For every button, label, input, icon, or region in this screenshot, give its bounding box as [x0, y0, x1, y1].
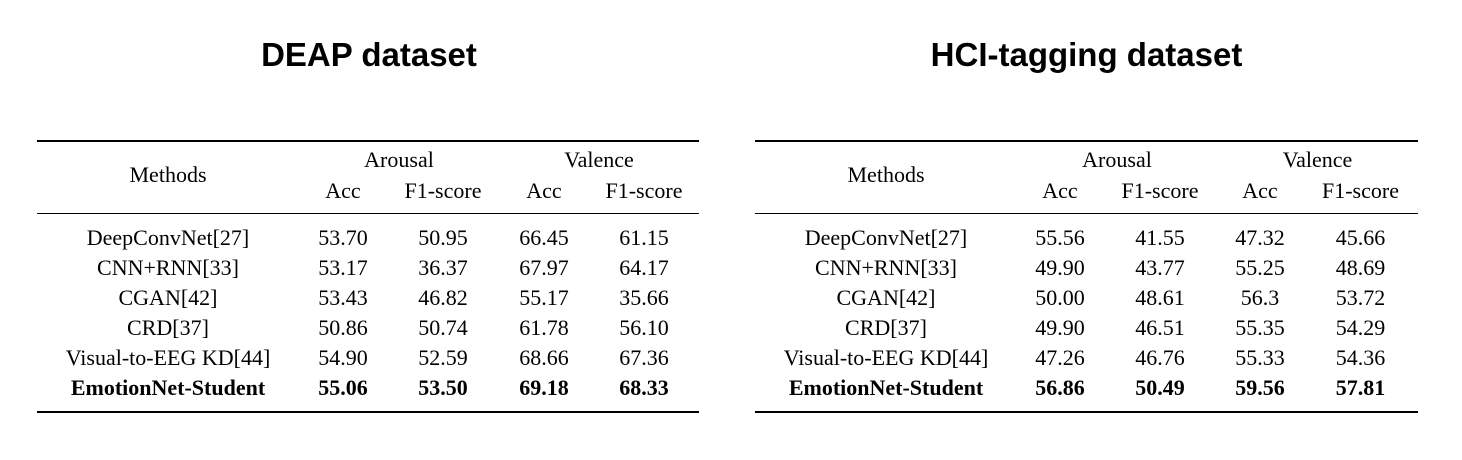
method-name: CRD[37] — [127, 315, 209, 340]
valence-acc: 55.17 — [519, 285, 569, 310]
valence-f1: 35.66 — [619, 285, 669, 310]
arousal-f1: 43.77 — [1135, 255, 1185, 280]
method-name: CRD[37] — [845, 315, 927, 340]
table-row — [37, 225, 699, 255]
valence-f1: 48.69 — [1335, 255, 1386, 280]
valence-f1: 45.66 — [1335, 225, 1386, 250]
methods-header: Methods — [129, 162, 207, 187]
arousal-f1-header: F1-score — [1121, 178, 1199, 203]
arousal-header: Arousal — [364, 147, 434, 172]
deap-table-title: DEAP dataset — [261, 36, 477, 73]
method-name: EmotionNet-Student — [788, 375, 984, 400]
method-name: EmotionNet-Student — [70, 375, 266, 400]
table-row — [755, 315, 1418, 345]
arousal-header: Arousal — [1082, 147, 1152, 172]
arousal-f1-header: F1-score — [404, 178, 482, 203]
valence-acc-header: Acc — [1242, 178, 1278, 203]
arousal-f1: 41.55 — [1135, 225, 1185, 250]
arousal-acc: 54.90 — [318, 345, 368, 370]
valence-acc: 55.33 — [1235, 345, 1285, 370]
arousal-acc: 47.26 — [1035, 345, 1085, 370]
header-rule — [37, 213, 699, 214]
valence-f1: 54.36 — [1335, 345, 1386, 370]
arousal-f1: 46.82 — [418, 285, 468, 310]
valence-f1: 64.17 — [619, 255, 669, 280]
bottom-rule — [37, 411, 699, 413]
valence-acc: 55.35 — [1235, 315, 1285, 340]
valence-f1: 68.33 — [619, 375, 669, 400]
arousal-f1: 46.76 — [1135, 345, 1185, 370]
table-row — [37, 315, 699, 345]
arousal-f1: 50.95 — [418, 225, 468, 250]
arousal-acc-header: Acc — [325, 178, 361, 203]
table-row — [755, 345, 1418, 375]
valence-acc: 69.18 — [519, 375, 569, 400]
arousal-acc: 53.43 — [318, 285, 368, 310]
method-name: CNN+RNN[33] — [97, 255, 239, 280]
arousal-acc: 49.90 — [1035, 255, 1085, 280]
table-row — [755, 255, 1418, 285]
valence-acc-header: Acc — [526, 178, 562, 203]
arousal-acc: 56.86 — [1035, 375, 1085, 400]
arousal-acc: 50.86 — [318, 315, 368, 340]
valence-acc: 55.25 — [1235, 255, 1285, 280]
arousal-f1: 50.74 — [418, 315, 468, 340]
table-row-highlight — [37, 375, 699, 405]
valence-acc: 68.66 — [519, 345, 569, 370]
valence-f1: 53.72 — [1335, 285, 1386, 310]
method-name: DeepConvNet[27] — [804, 225, 968, 250]
table-row — [37, 285, 699, 315]
method-name: CGAN[42] — [118, 285, 218, 310]
valence-f1-header: F1-score — [605, 178, 683, 203]
valence-header: Valence — [564, 147, 634, 172]
methods-header: Methods — [847, 162, 925, 187]
valence-f1: 67.36 — [619, 345, 669, 370]
table-row — [37, 345, 699, 375]
top-rule — [37, 140, 699, 142]
table-row — [37, 255, 699, 285]
method-name: CNN+RNN[33] — [815, 255, 957, 280]
arousal-acc: 50.00 — [1035, 285, 1085, 310]
valence-acc: 67.97 — [519, 255, 569, 280]
valence-f1: 61.15 — [619, 225, 669, 250]
arousal-acc: 55.06 — [318, 375, 368, 400]
bottom-rule — [755, 411, 1418, 413]
table-row — [755, 225, 1418, 255]
valence-acc: 61.78 — [519, 315, 569, 340]
valence-acc: 66.45 — [519, 225, 569, 250]
hci-table-title: HCI-tagging dataset — [930, 36, 1243, 73]
arousal-f1: 52.59 — [418, 345, 468, 370]
arousal-f1: 46.51 — [1135, 315, 1185, 340]
valence-acc: 47.32 — [1235, 225, 1285, 250]
arousal-f1: 36.37 — [418, 255, 468, 280]
table-row — [755, 285, 1418, 315]
arousal-f1: 48.61 — [1135, 285, 1185, 310]
arousal-acc-header: Acc — [1042, 178, 1078, 203]
valence-header: Valence — [1282, 147, 1353, 172]
arousal-acc: 49.90 — [1035, 315, 1085, 340]
valence-acc: 56.3 — [1240, 285, 1280, 310]
method-name: Visual-to-EEG KD[44] — [783, 345, 989, 370]
arousal-acc: 53.70 — [318, 225, 368, 250]
method-name: DeepConvNet[27] — [86, 225, 250, 250]
arousal-acc: 55.56 — [1035, 225, 1085, 250]
arousal-f1: 50.49 — [1135, 375, 1185, 400]
table-row-highlight — [755, 375, 1418, 405]
arousal-acc: 53.17 — [318, 255, 368, 280]
valence-acc: 59.56 — [1235, 375, 1285, 400]
top-rule — [755, 140, 1418, 142]
method-name: Visual-to-EEG KD[44] — [65, 345, 271, 370]
method-name: CGAN[42] — [836, 285, 936, 310]
valence-f1-header: F1-score — [1322, 178, 1399, 203]
valence-f1: 57.81 — [1335, 375, 1386, 400]
arousal-f1: 53.50 — [418, 375, 468, 400]
header-rule — [755, 213, 1418, 214]
valence-f1: 56.10 — [619, 315, 669, 340]
valence-f1: 54.29 — [1335, 315, 1386, 340]
